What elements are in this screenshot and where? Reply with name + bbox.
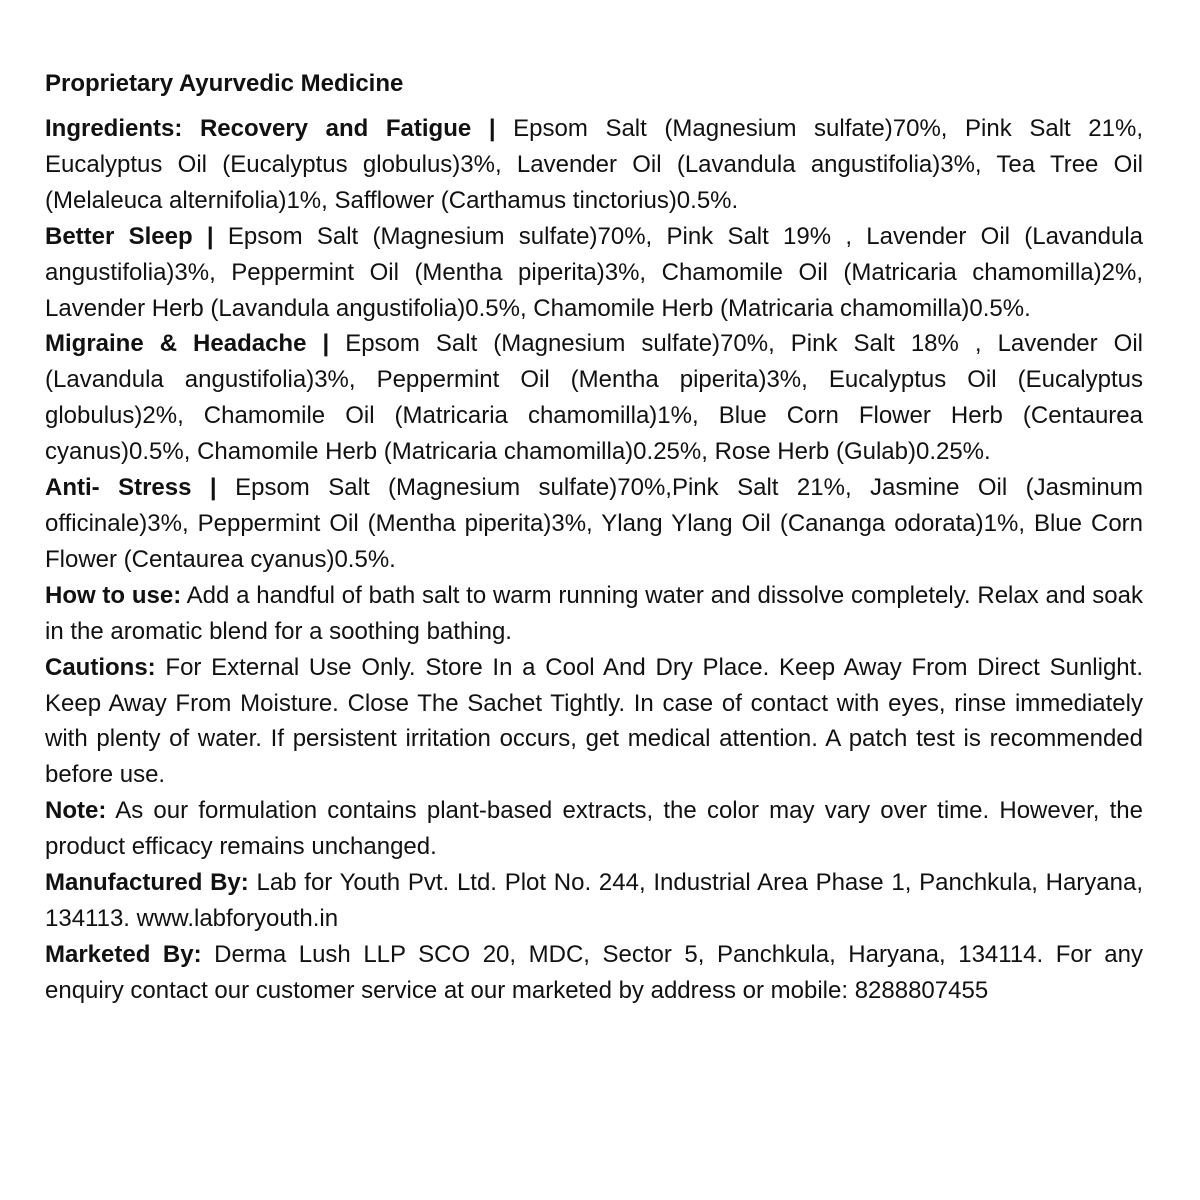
section-label: Migraine & Headache |: [45, 330, 330, 358]
section-label: Note:: [45, 797, 107, 825]
section-text: Add a handful of bath salt to warm running water and dissolve completely. Relax and soak in the aromatic blend for a soothing bathing.: [45, 581, 1144, 645]
section-how-to-use: [45, 578, 1143, 650]
section-marketed-by: [45, 937, 1143, 1009]
section-text: Lab for Youth Pvt. Ltd. Plot No. 244, Industrial Area Phase 1, Panchkula, Haryana, 134113. www.labforyouth.in: [45, 869, 1143, 932]
section-text: As our formulation contains plant-based extracts, the color may vary over time. However, the product efficacy remains unchanged.: [45, 797, 1143, 861]
section-cautions: [45, 650, 1143, 794]
section-label: Manufactured By:: [45, 869, 249, 897]
section-label: Cautions:: [45, 653, 156, 681]
section-label: Ingredients: Recovery and Fatigue |: [45, 115, 496, 142]
section-label: How to use:: [45, 581, 182, 609]
section-text: Epsom Salt (Magnesium sulfate)70%, Pink Salt 21%, Eucalyptus Oil (Eucalyptus globulus)3%, Lavender Oil (Lavandula angustifolia)3%, Tea Tree Oil (Melaleuca alternifolia)1%, Safflower (Carthamus tinctorius)0.5%.: [45, 115, 1143, 214]
section-label: Anti- Stress |: [45, 474, 217, 502]
document-title: Proprietary Ayurvedic Medicine: [45, 70, 404, 97]
section-migraine-headache: [45, 326, 1143, 470]
section-note: [45, 793, 1143, 865]
section-label: Marketed By:: [45, 940, 202, 968]
section-text: Epsom Salt (Magnesium sulfate)70%,Pink Salt 21%, Jasmine Oil (Jasminum officinale)3%, Peppermint Oil (Mentha piperita)3%, Ylang Ylang Oil (Cananga odorata)1%, Blue Corn Flower (Centaurea cyanus)0.5%.: [45, 474, 1144, 573]
section-text: Epsom Salt (Magnesium sulfate)70%, Pink Salt 18% , Lavender Oil (Lavandula angustifolia)3%, Peppermint Oil (Mentha piperita)3%, Eucalyptus Oil (Eucalyptus globulus)2%, Chamomile Oil (Matricaria chamomilla)1%, Blue Corn Flower Herb (Centaurea cyanus)0.5%, Chamomile Herb (Matricaria chamomilla)0.25%, Rose Herb (Gulab)0.25%.: [45, 330, 1143, 466]
section-text: Epsom Salt (Magnesium sulfate)70%, Pink Salt 19% , Lavender Oil (Lavandula angustifolia)3%, Peppermint Oil (Mentha piperita)3%, Chamomile Oil (Matricaria chamomilla)2%, Lavender Herb (Lavandula angustifolia)0.5%, Chamomile Herb (Matricaria chamomilla)0.5%.: [45, 222, 1144, 322]
section-label: Better Sleep |: [45, 222, 214, 250]
section-anti-stress: [45, 470, 1143, 578]
section-text: For External Use Only. Store In a Cool And Dry Place. Keep Away From Direct Sunlight. Keep Away From Moisture. Close The Sachet Tightly. In case of contact with eyes, rinse immediately with plenty of water. If persistent irritation occurs, get medical attention. A patch test is recommended before use.: [45, 653, 1143, 789]
section-manufactured-by: [45, 865, 1143, 937]
product-label-document: [45, 66, 1143, 1009]
section-better-sleep: [45, 219, 1143, 327]
section-recovery-fatigue: [45, 111, 1143, 219]
section-text: Derma Lush LLP SCO 20, MDC, Sector 5, Panchkula, Haryana, 134114. For any enquiry contact our customer service at our marketed by address or mobile: 8288807455: [45, 940, 1143, 1004]
